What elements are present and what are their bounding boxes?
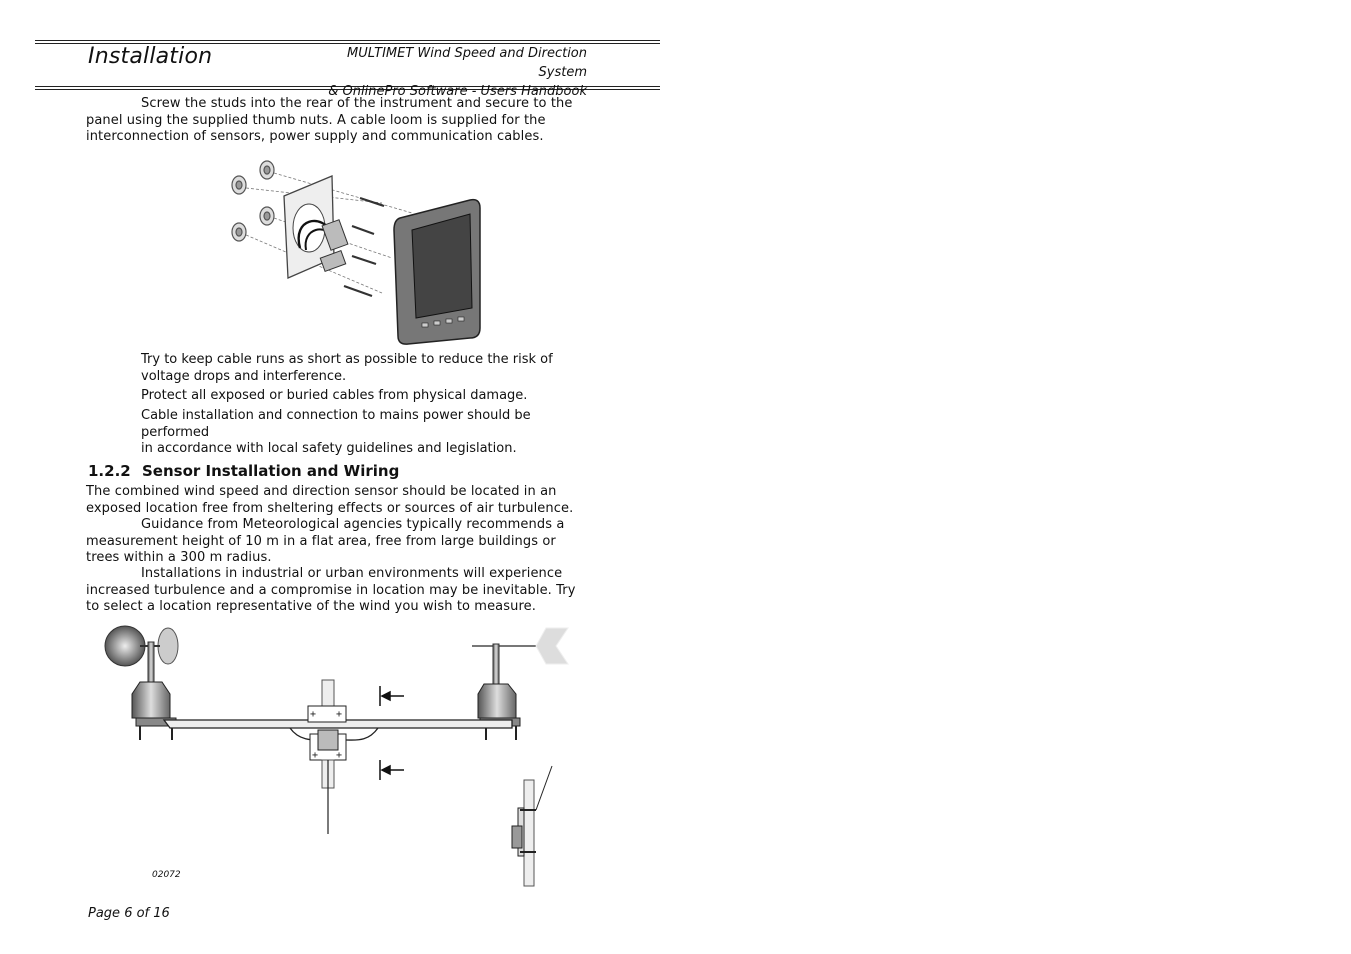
intro-text: Screw the studs into the rear of the instrument and secure to the panel using the supplied thumb nuts. A cable loom is supplied for the interconnection of sensors, power supply and communication cables. (86, 96, 573, 144)
section-number: 1.2.2 (88, 462, 131, 480)
anemometer-cup-left (105, 626, 145, 666)
section-paragraph-1: The combined wind speed and direction sensor should be located in an exposed location free from sheltering effects or sources of air turbulence. (86, 484, 574, 516)
sensor-mounting-illustration (100, 622, 580, 890)
section-paragraph-2 (86, 517, 586, 567)
section-paragraph-2-text: Guidance from Meteorological agencies typically recommends a measurement height of 10 m in a flat area, free from large buildings or trees within a 300 m radius. (86, 517, 565, 565)
wind-vane-body (478, 684, 516, 718)
thumb-nuts (232, 161, 274, 241)
note-3: Cable installation and connection to mains power should be performed (141, 408, 531, 440)
document-title-line2: & OnlinePro Software - Users Handbook (328, 84, 587, 99)
section-paragraph-3-text: Installations in industrial or urban environments will experience increased turbulence and a compromise in location may be inevitable. Try to select a location representative of the wind you wish to measure. (86, 566, 576, 614)
note-2: Protect all exposed or buried cables from physical damage. (141, 388, 528, 403)
svg-text:+: + (336, 750, 343, 761)
svg-text:+: + (312, 750, 319, 761)
note-1: Try to keep cable runs as short as possible to reduce the risk of voltage drops and interference. (141, 352, 553, 384)
anemometer-body (132, 682, 170, 718)
document-title (300, 44, 587, 101)
document-title-line1: MULTIMET Wind Speed and Direction System (347, 46, 587, 80)
figure-code: 02072 (152, 870, 181, 880)
header-rule-top (35, 40, 660, 41)
page-number: Page 6 of 16 (88, 906, 170, 921)
section-heading-title: Sensor Installation and Wiring (142, 462, 400, 480)
anemometer-cup-right (158, 628, 178, 664)
instrument-screen (412, 214, 472, 318)
section-title: Installation (88, 44, 213, 69)
side-pole (524, 780, 534, 886)
panel-mounting-illustration (222, 158, 484, 346)
section-paragraph-3 (86, 566, 586, 616)
note-4: in accordance with local safety guidelines and legislation. (141, 441, 517, 456)
wind-vane-tail (536, 628, 568, 664)
height-arrows (380, 686, 404, 780)
junction-box (318, 730, 338, 750)
section-heading (88, 462, 399, 480)
intro-paragraph (86, 96, 586, 146)
svg-text:+: + (310, 709, 317, 720)
svg-text:+: + (336, 709, 343, 720)
